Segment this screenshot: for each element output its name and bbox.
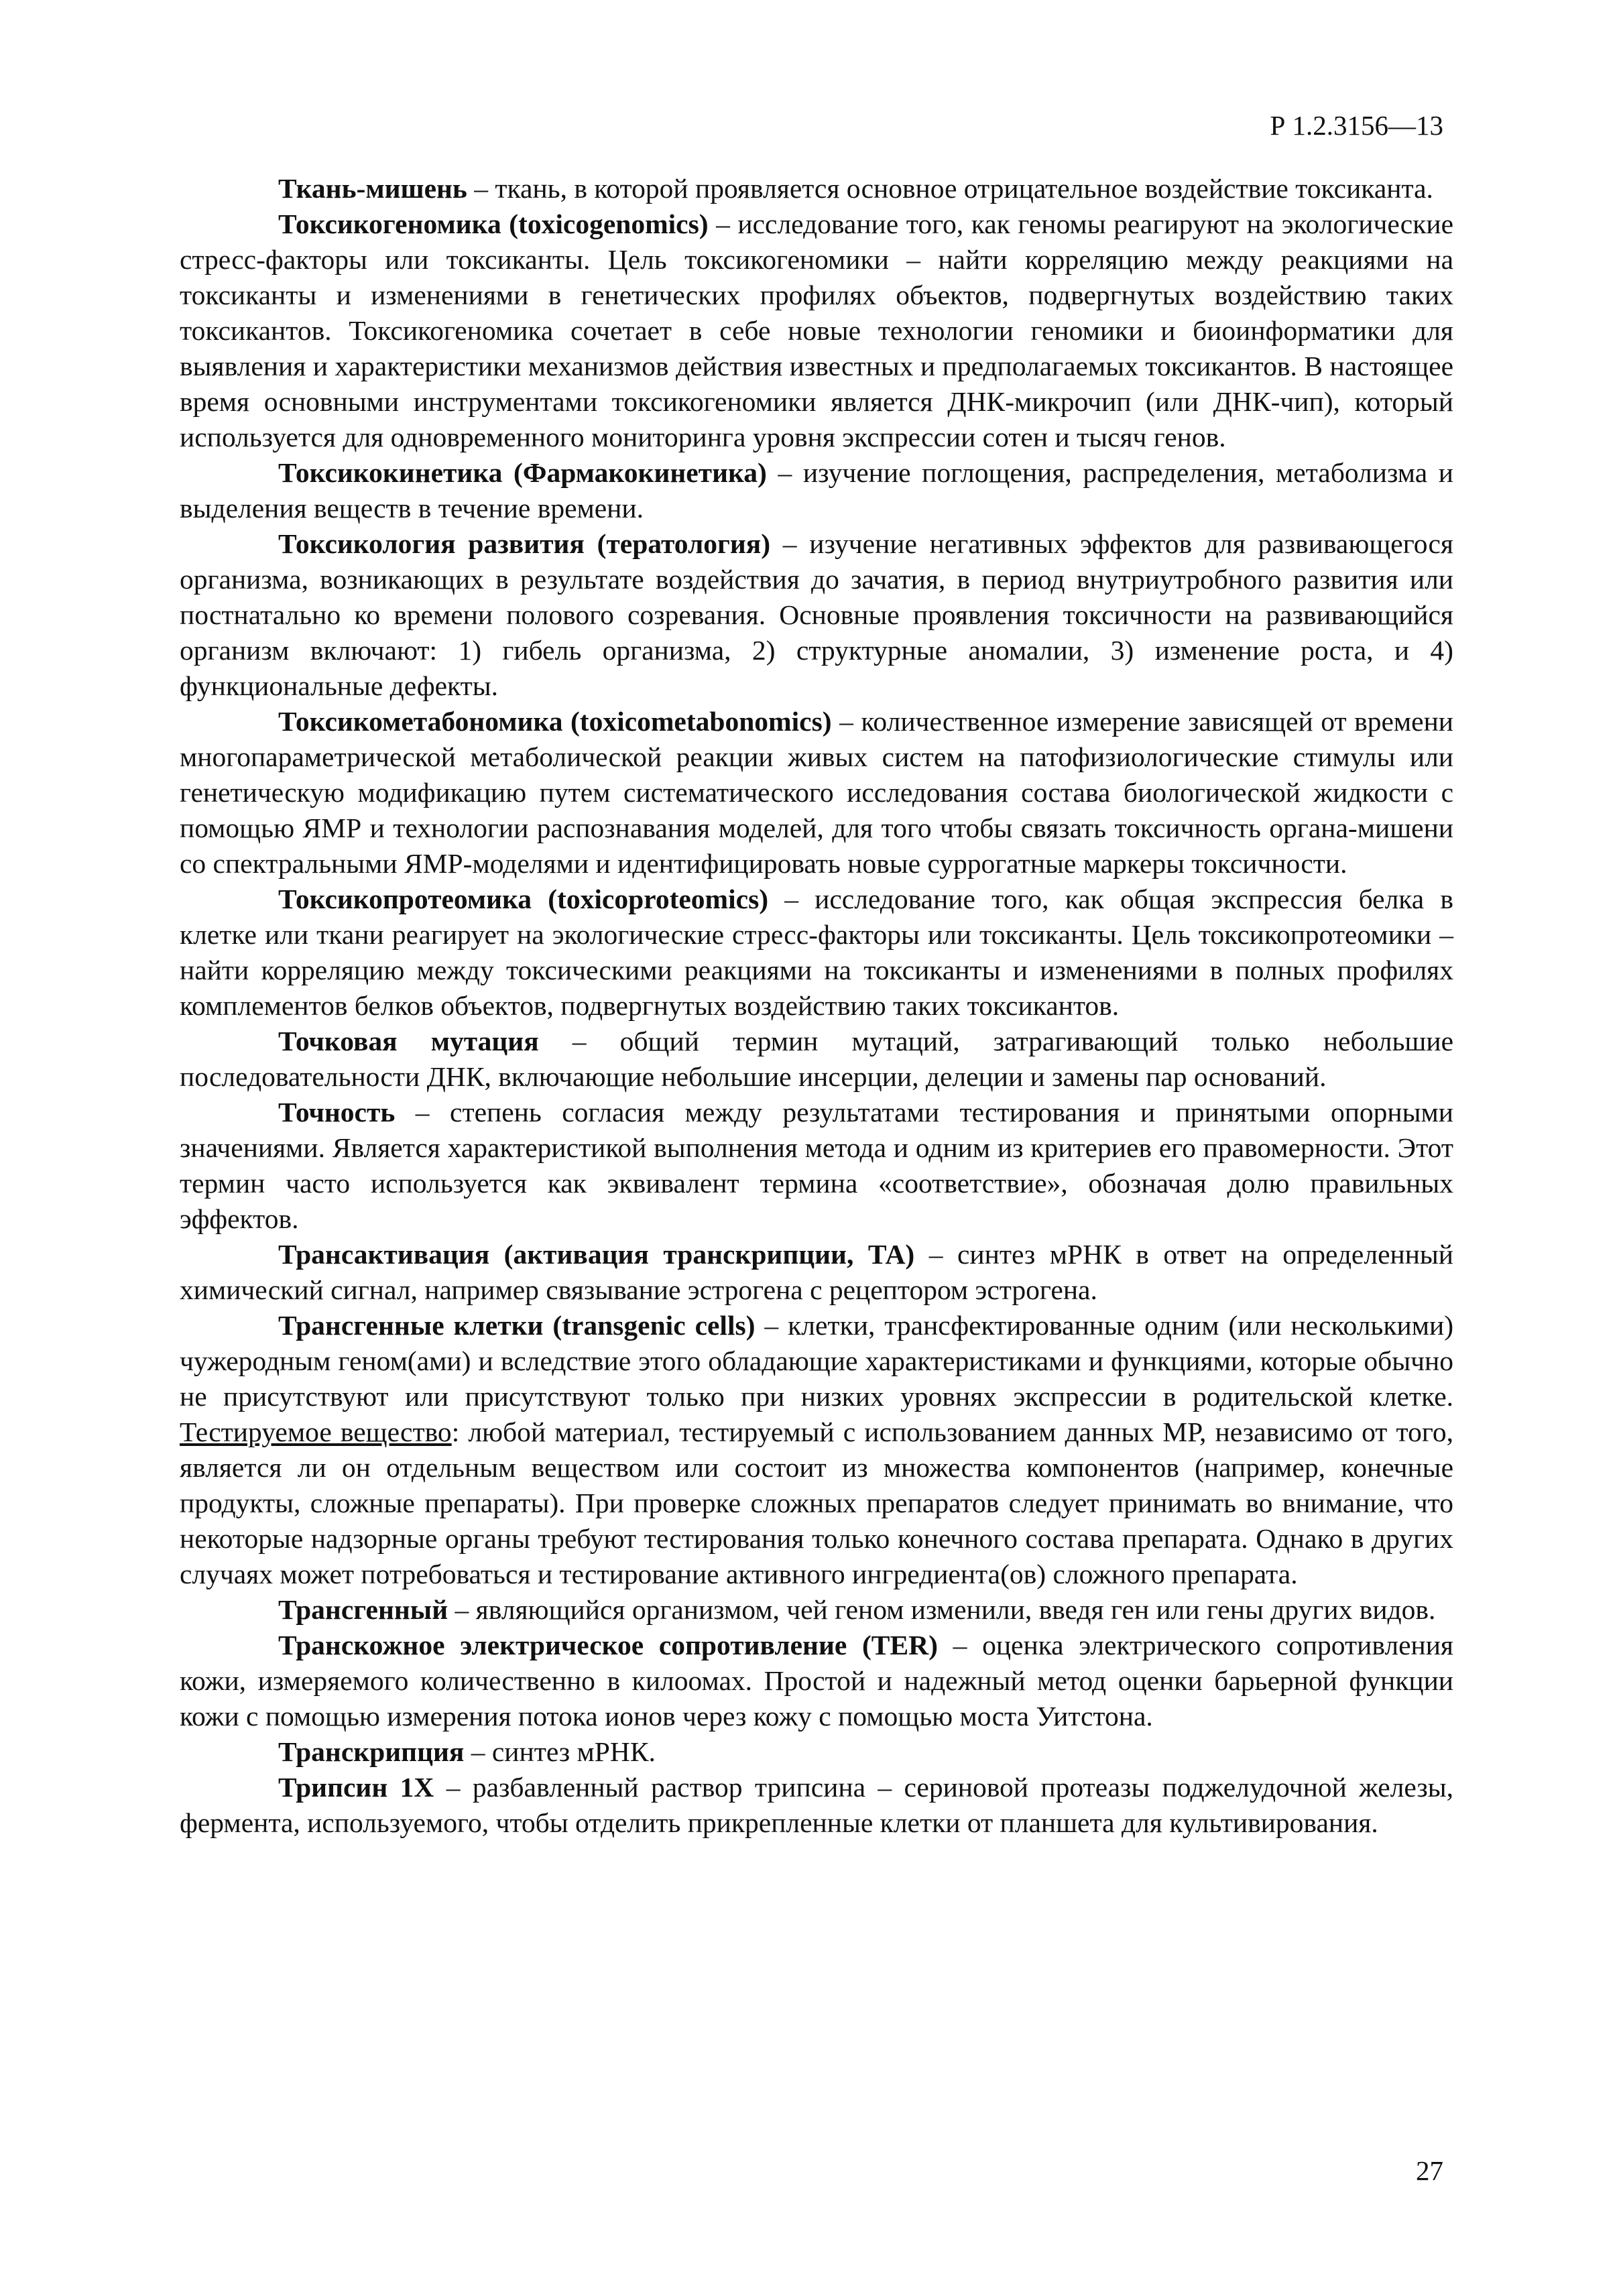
entry-definition: синтез мРНК в ответ на определенный химический сигнал, например связывание эстрогена с рецептором эстрогена.	[180, 1239, 1453, 1305]
entry-separator: –	[708, 208, 738, 239]
underlined-term: Тестируемое вещество	[180, 1416, 452, 1447]
entry-separator: –	[831, 706, 861, 737]
entry-term: Транскожное электрическое сопротивление (TER)	[278, 1630, 938, 1660]
entry-separator: –	[937, 1630, 983, 1660]
glossary-entry	[180, 526, 1453, 704]
entry-separator: –	[464, 1736, 492, 1767]
entry-separator: –	[766, 457, 803, 488]
glossary-entry	[180, 206, 1453, 455]
entry-definition: являющийся организмом, чей геном изменили, введя ген или гены других видов.	[475, 1594, 1436, 1625]
entry-definition: количественное измерение зависящей от времени многопараметрической метаболической реакции живых систем на патофизиологические стимулы или генетическую модификацию путем систематического исследования состава биологической жидкости с помощью ЯМР и технологии распознавания моделей, для того чтобы связать токсичность органа-мишени со спектральными ЯМР-моделями и идентифицировать новые суррогатные маркеры токсичности.	[180, 706, 1454, 879]
entry-definition: оценка электрического сопротивления кожи, измеряемого количественно в килоомах. Простой и надежный метод оценки барьерной функции кожи с помощью измерения потока ионов через кожу с помощью моста Уитстона.	[180, 1630, 1454, 1732]
entry-definition: синтез мРНК.	[491, 1736, 656, 1767]
entry-definition: изучение негативных эффектов для развивающегося организма, возникающих в результате воздействия до зачатия, в период внутриутробного развития или постнатально ко времени полового созревания. Основные проявления токсичности на развивающийся организм включают: 1) гибель организма, 2) структурные аномалии, 3) изменение роста, и 4) функциональные дефекты.	[180, 528, 1453, 701]
entry-separator: –	[768, 884, 815, 914]
entry-separator: –	[434, 1772, 473, 1803]
entry-definition: изучение поглощения, распределения, метаболизма и выделения веществ в течение времени.	[180, 457, 1454, 524]
glossary-entry	[180, 1308, 1453, 1592]
entry-definition: клетки, трансфектированные одним (или несколькими) чужеродным геном(ами) и вследствие этого обладающие характеристиками и функциями, которые обычно не присутствуют или присутствуют только при низких уровнях экспрессии в родительской клетке.	[180, 1310, 1454, 1412]
glossary-entry	[180, 882, 1453, 1024]
entry-term: Токсикогеномика (toxicogenomics)	[278, 208, 709, 239]
entry-term: Токсикокинетика (Фармакокинетика)	[278, 457, 767, 488]
entry-separator: –	[538, 1026, 620, 1056]
glossary-entry	[180, 455, 1453, 526]
entry-definition: степень согласия между результатами тестирования и принятыми опорными значениями. Является характеристикой выполнения метода и одним из критериев его правомерности. Этот термин часто используется как эквивалент термина «соответствие», обозначая долю правильных эффектов.	[180, 1097, 1453, 1234]
entry-definition: ткань, в которой проявляется основное отрицательное воздействие токсиканта.	[495, 173, 1433, 204]
entry-term: Токсикометабономика (toxicometabonomics)	[278, 706, 832, 737]
glossary-entry	[180, 1592, 1453, 1628]
entry-separator: –	[467, 173, 495, 204]
entry-term: Точковая мутация	[278, 1026, 539, 1056]
entry-term: Трансгенный	[278, 1594, 448, 1625]
entry-definition-tail: : любой материал, тестируемый с использованием данных МР, независимо от того, является ли он отдельным веществом или состоит из множества компонентов (например, конечные продукты, сложные препараты). При проверке сложных препаратов следует принимать во внимание, что некоторые надзорные органы требуют тестирования только конечного состава препарата. Однако в других случаях может потребоваться и тестирование активного ингредиента(ов) сложного препарата.	[180, 1416, 1453, 1589]
entry-separator: –	[395, 1097, 450, 1128]
entry-definition: исследование того, как общая экспрессия белка в клетке или ткани реагирует на экологические стресс-факторы или токсиканты. Цель токсикопротеомики – найти корреляцию между токсическими реакциями на токсиканты и изменениями в полных профилях комплементов белков объектов, подвергнутых воздействию таких токсикантов.	[180, 884, 1453, 1021]
entry-term: Трансактивация (активация транскрипции, ТА)	[278, 1239, 915, 1270]
glossary-entry	[180, 1770, 1453, 1841]
entry-term: Ткань-мишень	[278, 173, 467, 204]
entry-term: Транскрипция	[278, 1736, 465, 1767]
entry-term: Трипсин 1X	[278, 1772, 434, 1803]
glossary-entry	[180, 171, 1453, 206]
entry-separator: –	[770, 528, 810, 559]
page-number: 27	[1416, 2155, 1443, 2186]
glossary-entry	[180, 1095, 1453, 1237]
entry-term: Токсикология развития (тератология)	[278, 528, 771, 559]
document-code: Р 1.2.3156—13	[1270, 110, 1443, 141]
glossary-entry	[180, 1237, 1453, 1308]
entry-separator: –	[755, 1310, 788, 1341]
glossary-body	[180, 171, 1453, 1841]
entry-definition: общий термин мутаций, затрагивающий только небольшие последовательности ДНК, включающие небольшие инсерции, делеции и замены пар оснований.	[180, 1026, 1454, 1092]
entry-definition: исследование того, как геномы реагируют на экологические стресс-факторы или токсиканты. Цель токсикогеномики – найти корреляцию между реакциями на токсиканты и изменениями в генетических профилях объектов, подвергнутых воздействию таких токсикантов. Токсикогеномика сочетает в себе новые технологии геномики и биоинформатики для выявления и характеристики механизмов действия известных и предполагаемых токсикантов. В настоящее время основными инструментами токсикогеномики является ДНК-микрочип (или ДНК-чип), который используется для одновременного мониторинга уровня экспрессии сотен и тысяч генов.	[180, 208, 1453, 452]
entry-term: Точность	[278, 1097, 396, 1128]
glossary-entry	[180, 1628, 1453, 1734]
glossary-entry	[180, 1734, 1453, 1770]
glossary-entry	[180, 1024, 1453, 1095]
entry-separator: –	[914, 1239, 957, 1270]
entry-term: Трансгенные клетки (transgenic cells)	[278, 1310, 756, 1341]
entry-term: Токсикопротеомика (toxicoproteomics)	[278, 884, 769, 914]
entry-separator: –	[448, 1594, 476, 1625]
entry-definition: разбавленный раствор трипсина – сериновой протеазы поджелудочной железы, фермента, используемого, чтобы отделить прикрепленные клетки от планшета для культивирования.	[180, 1772, 1453, 1838]
glossary-entry	[180, 704, 1453, 882]
